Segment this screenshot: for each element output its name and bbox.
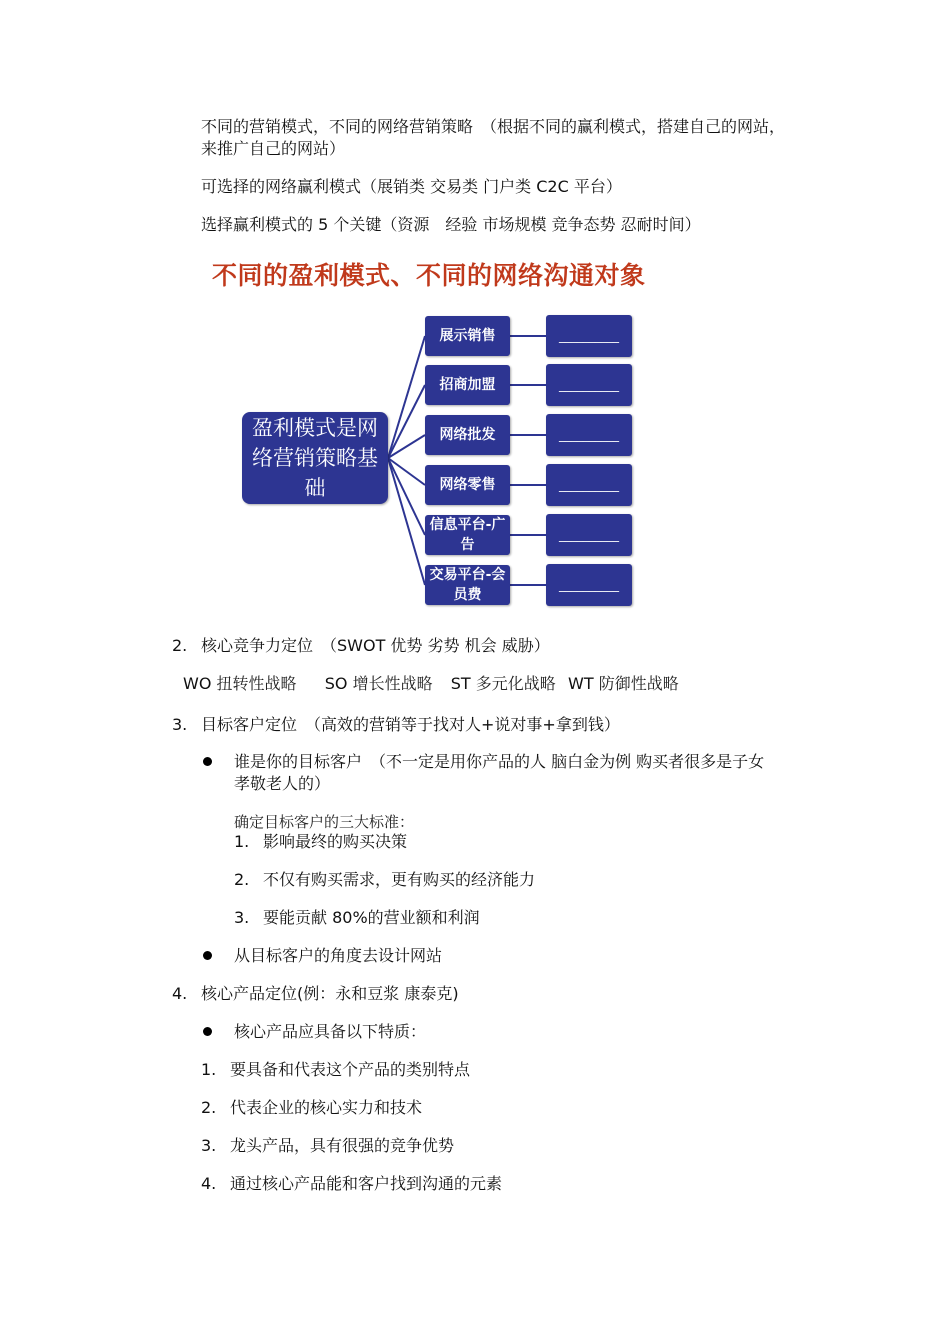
intro-line-4: 选择赢利模式的 5 个关键（资源 经验 市场规模 竞争态势 忍耐时间） — [201, 215, 701, 234]
category-label: 网络零售 — [439, 477, 496, 493]
strategy-code: WT — [568, 674, 594, 693]
strategy-code: ST — [450, 674, 471, 693]
category-box-4 — [425, 465, 510, 505]
section-3-heading: 目标客户定位 （高效的营销等于找对人+说对事+拿到钱） — [201, 715, 620, 734]
criteria-number: 2. — [234, 870, 250, 889]
blank-answer-box-1 — [546, 315, 632, 357]
target-customer-bullet-line-1: 谁是你的目标客户 （不一定是用你产品的人 脑白金为例 购买者很多是子女 — [234, 752, 765, 771]
criteria-item: 影响最终的购买决策 — [263, 832, 408, 851]
criteria-number: 1. — [234, 832, 250, 851]
intro-line-3: 可选择的网络赢利模式（展销类 交易类 门户类 C2C 平台） — [201, 177, 622, 196]
blank-answer-box-5 — [546, 514, 632, 556]
category-box-2 — [425, 365, 510, 405]
section-3-number: 3. — [172, 715, 188, 734]
strategy-label: 多元化战略 — [475, 674, 556, 693]
strategy-label: 扭转性战略 — [216, 674, 297, 693]
bullet-dot — [203, 757, 212, 766]
swot-strategies — [183, 673, 679, 695]
main-concept-text: 盈利模式是网络营销策略基础 — [252, 416, 378, 500]
category-box-5 — [425, 515, 510, 555]
category-label: 展示销售 — [439, 328, 496, 344]
product-item: 通过核心产品能和客户找到沟通的元素 — [230, 1174, 503, 1193]
blank-answer: __________ — [559, 528, 619, 542]
profit-model-diagram — [200, 250, 670, 615]
category-label: 网络批发 — [439, 427, 496, 443]
product-item-number: 4. — [201, 1174, 217, 1193]
product-item-number: 1. — [201, 1060, 217, 1079]
blank-answer-box-4 — [546, 464, 632, 506]
category-label: 招商加盟 — [439, 377, 496, 393]
blank-answer-box-3 — [546, 414, 632, 456]
section-4-heading: 核心产品定位(例：永和豆浆 康泰克) — [201, 984, 459, 1003]
criteria-item: 不仅有购买需求，更有购买的经济能力 — [263, 870, 536, 889]
blank-answer-box-2 — [546, 364, 632, 406]
product-item-number: 3. — [201, 1136, 217, 1155]
main-concept-box — [242, 412, 388, 504]
criteria-title: 确定目标客户的三大标准： — [234, 813, 415, 831]
blank-answer: __________ — [559, 578, 619, 592]
strategy-label: 增长性战略 — [352, 674, 433, 693]
target-customer-bullet-line-2: 孝敬老人的） — [234, 774, 331, 793]
category-label: 交易平台-会员费 — [429, 567, 506, 603]
section-4-number: 4. — [172, 984, 188, 1003]
blank-answer: __________ — [559, 478, 619, 492]
category-box-3 — [425, 415, 510, 455]
product-item: 龙头产品，具有很强的竞争优势 — [230, 1136, 455, 1155]
intro-line-1: 不同的营销模式，不同的网络营销策略 （根据不同的赢利模式，搭建自己的网站， — [201, 117, 786, 136]
product-item: 代表企业的核心实力和技术 — [230, 1098, 423, 1117]
core-product-bullet: 核心产品应具备以下特质： — [234, 1022, 427, 1041]
product-item-number: 2. — [201, 1098, 217, 1117]
section-2-heading: 核心竞争力定位 （SWOT 优势 劣势 机会 威胁） — [201, 636, 550, 655]
design-website-bullet: 从目标客户的角度去设计网站 — [234, 946, 443, 965]
product-item: 要具备和代表这个产品的类别特点 — [230, 1060, 471, 1079]
strategy-code: SO — [324, 674, 348, 693]
criteria-item: 要能贡献 80%的营业额和利润 — [263, 908, 480, 927]
strategy-label: 防御性战略 — [598, 674, 679, 693]
section-2-number: 2. — [172, 636, 188, 655]
intro-line-2: 来推广自己的网站） — [201, 139, 346, 158]
blank-answer: __________ — [559, 329, 619, 343]
category-label: 信息平台-广告 — [429, 517, 506, 553]
blank-answer: __________ — [559, 378, 619, 392]
blank-answer-box-6 — [546, 564, 632, 606]
strategy-code: WO — [183, 674, 212, 693]
category-box-6 — [425, 565, 510, 605]
diagram-title: 不同的盈利模式、不同的网络沟通对象 — [212, 261, 646, 290]
blank-answer: __________ — [559, 428, 619, 442]
category-box-1 — [425, 316, 510, 356]
bullet-dot — [203, 1027, 212, 1036]
criteria-number: 3. — [234, 908, 250, 927]
bullet-dot — [203, 951, 212, 960]
